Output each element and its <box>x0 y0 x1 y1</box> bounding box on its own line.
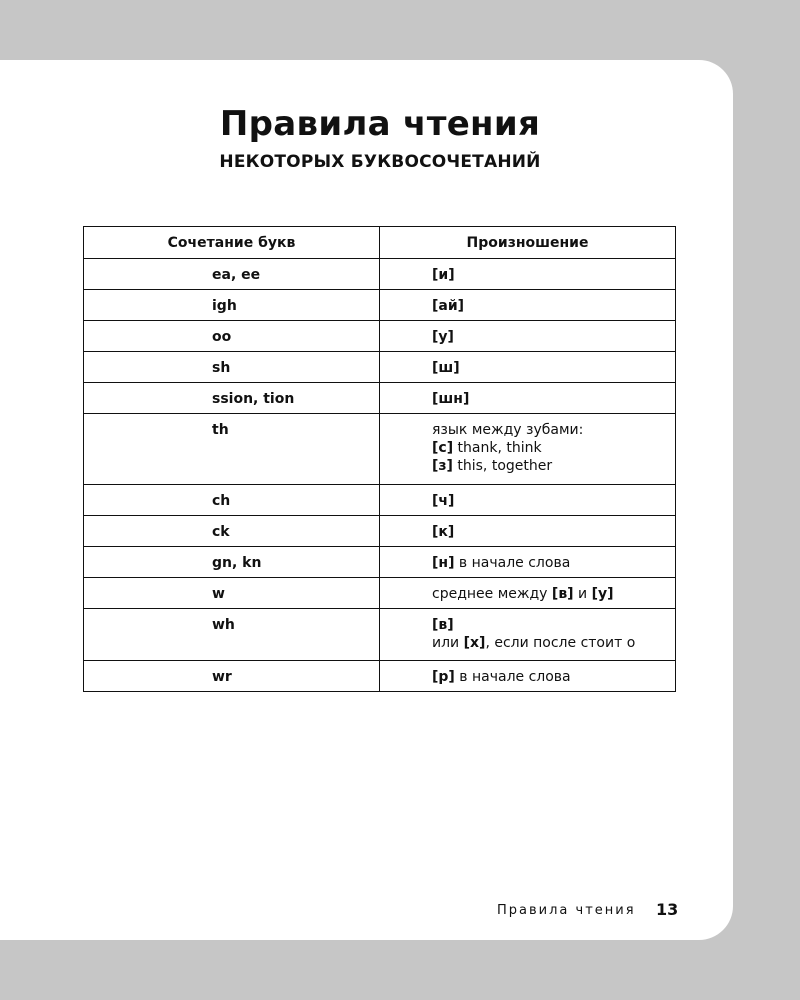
pronunciation-line <box>432 457 675 475</box>
combination-cell: gn, kn <box>84 547 380 578</box>
pronunciation-note: , если после стоит о <box>485 635 636 651</box>
page-title: Правила чтения <box>219 104 541 144</box>
page-number: 13 <box>656 900 679 919</box>
sound-symbol: [з] <box>432 458 453 474</box>
table-row <box>84 661 676 692</box>
table-row <box>84 352 676 383</box>
pronunciation-line <box>432 634 675 652</box>
pronunciation-cell <box>380 547 676 578</box>
pronunciation-note: в начале слова <box>454 669 571 685</box>
sound-symbol: [х] <box>463 635 486 651</box>
combination-cell: w <box>84 578 380 609</box>
pronunciation-cell: [и] <box>380 259 676 290</box>
column-header-pronunciation: Произношение <box>380 227 676 259</box>
reading-rules-table <box>83 226 676 692</box>
table-row <box>84 383 676 414</box>
pronunciation-note: в начале слова <box>454 555 571 571</box>
combination-cell: oo <box>84 321 380 352</box>
pronunciation-cell <box>380 661 676 692</box>
sound-symbol: [у] <box>591 586 614 602</box>
combination-cell: igh <box>84 290 380 321</box>
table-row <box>84 578 676 609</box>
sound-symbol: [в] <box>432 617 454 633</box>
pronunciation-cell: [к] <box>380 516 676 547</box>
pronunciation-cell <box>380 578 676 609</box>
pronunciation-cell <box>380 609 676 661</box>
table-row <box>84 321 676 352</box>
combination-cell: ck <box>84 516 380 547</box>
combination-cell: wr <box>84 661 380 692</box>
combination-cell: wh <box>84 609 380 661</box>
pronunciation-cell: [ч] <box>380 485 676 516</box>
example-words: thank, think <box>453 440 542 456</box>
table-row <box>84 414 676 485</box>
pronunciation-line <box>432 439 675 457</box>
combination-cell: ch <box>84 485 380 516</box>
sound-symbol: [с] <box>432 440 454 456</box>
sound-symbol: [в] <box>551 586 574 602</box>
sound-symbol: [р] <box>432 669 455 685</box>
table-row <box>84 609 676 661</box>
pronunciation-cell: [шн] <box>380 383 676 414</box>
pronunciation-note: и <box>573 586 592 602</box>
example-words: this, together <box>452 458 553 474</box>
table-row <box>84 290 676 321</box>
pronunciation-cell: [ай] <box>380 290 676 321</box>
table-header-row <box>84 227 676 259</box>
combination-cell: th <box>84 414 380 485</box>
pronunciation-cell: [у] <box>380 321 676 352</box>
pronunciation-line: язык между зубами: <box>432 422 584 438</box>
pronunciation-cell: [ш] <box>380 352 676 383</box>
combination-cell: ssion, tion <box>84 383 380 414</box>
sound-symbol: [н] <box>432 555 455 571</box>
table-row <box>84 485 676 516</box>
table-row <box>84 547 676 578</box>
pronunciation-note: или <box>432 635 464 651</box>
book-page <box>0 60 733 940</box>
combination-cell: ea, ee <box>84 259 380 290</box>
page-subtitle: НЕКОТОРЫХ БУКВОСОЧЕТАНИЙ <box>219 152 541 172</box>
running-footer: Правила чтения <box>497 903 636 918</box>
table-row <box>84 259 676 290</box>
pronunciation-cell <box>380 414 676 485</box>
column-header-combination: Сочетание букв <box>84 227 380 259</box>
pronunciation-note: среднее между <box>432 586 552 602</box>
combination-cell: sh <box>84 352 380 383</box>
table-row <box>84 516 676 547</box>
